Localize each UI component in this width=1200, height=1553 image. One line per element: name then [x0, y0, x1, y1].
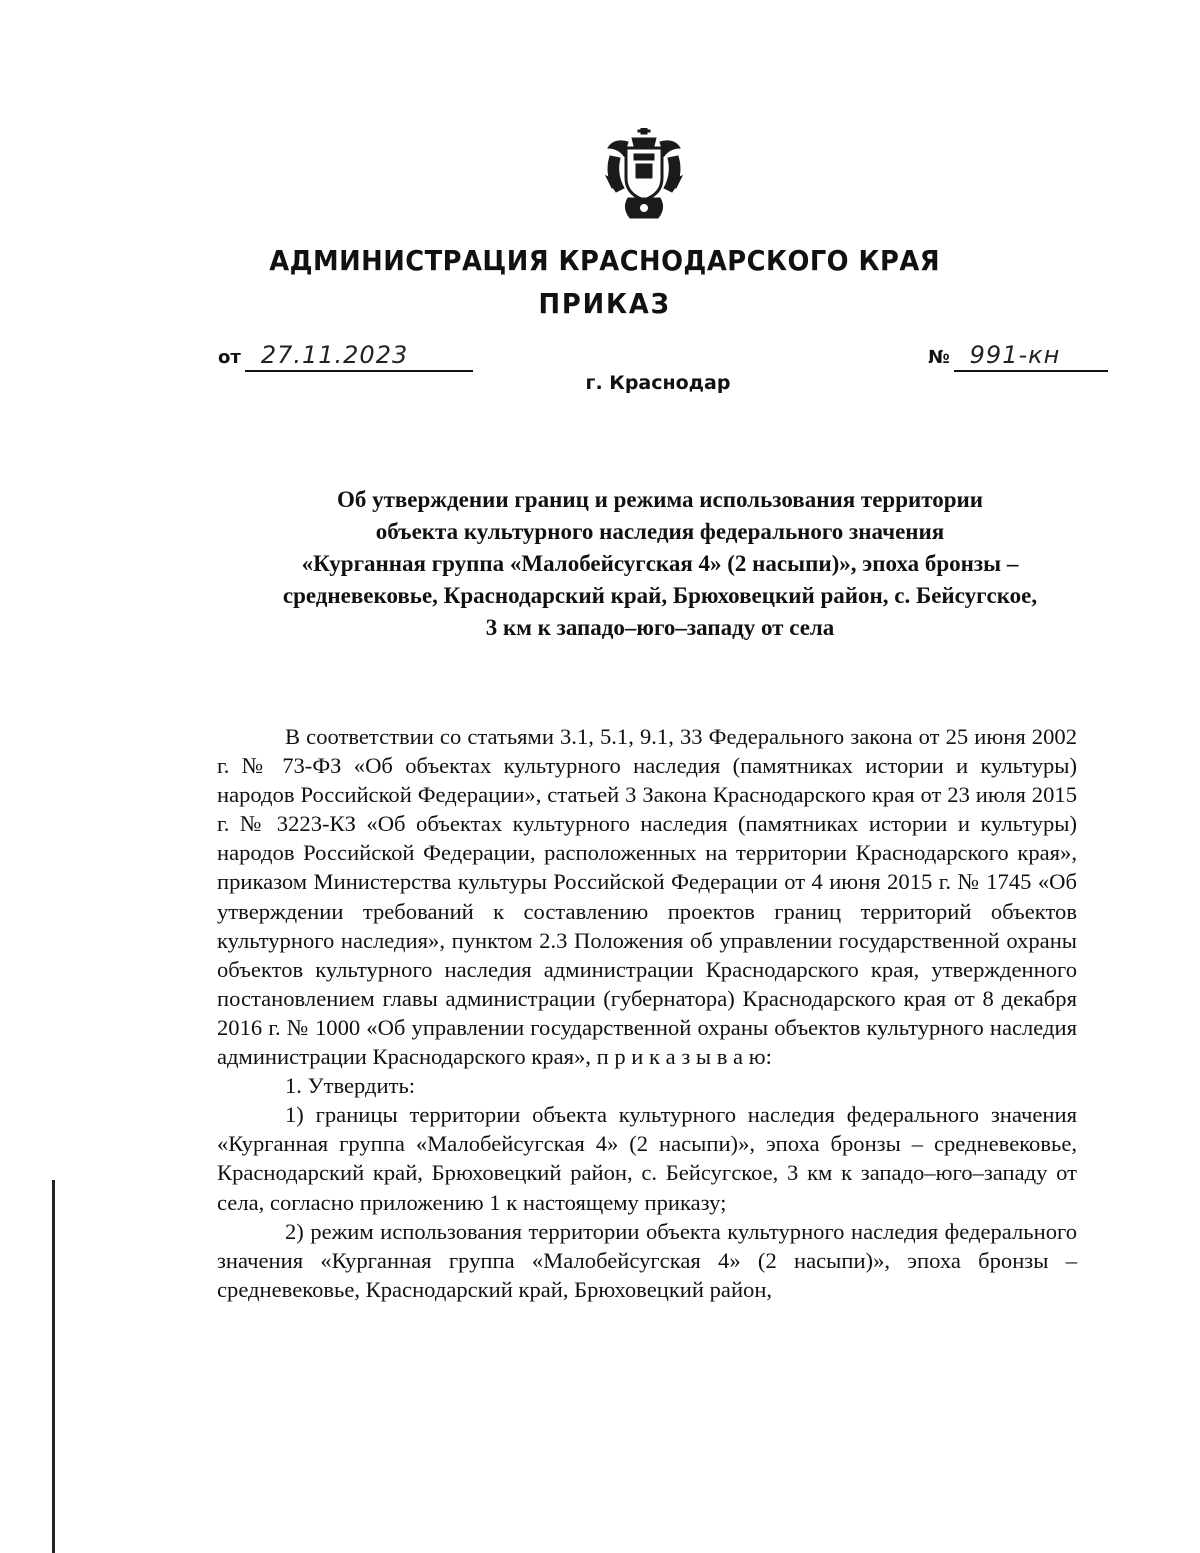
item-1: 1. Утвердить: [285, 1073, 416, 1099]
title-line: объекта культурного наследия федерального значения [375, 519, 945, 544]
city: г. Краснодар [585, 372, 731, 394]
date-prefix: от [218, 347, 241, 368]
number-value: 991-кн [954, 340, 1108, 372]
document-type: ПРИКАЗ [538, 287, 671, 320]
subitem-2: 2) режим использования территории объекта культурного наследия федерального значения «Курганная группа «Малобейсугская 4» (2 насыпи)», эпоха бронзы – средневековье, Краснодарский край, Брюховецкий район, [217, 1218, 1077, 1302]
date-value: 27.11.2023 [245, 340, 473, 372]
subitem-1: 1) границы территории объекта культурного наследия федерального значения «Курганная группа «Малобейсугская 4» (2 насыпи)», эпоха бронзы – средневековье, Краснодарский край, Брюховецкий район, с. Бейсугское, 3 км к западо–юго–западу от села, согласно приложению 1 к настоящему приказу; [217, 1102, 1077, 1215]
number-prefix: № [928, 347, 950, 368]
date-row [218, 340, 473, 374]
preamble-paragraph [217, 722, 1077, 1071]
document-title [160, 484, 1160, 644]
preamble-text: В соответствии со статьями 3.1, 5.1, 9.1, 33 Федерального закона от 25 июня 2002 г. № 73-ФЗ «Об объектах культурного наследия (памятниках истории и культуры) народов Российской Федерации», статьей 3 Закона Краснодарского края от 23 июля 2015 г. № 3223-КЗ «Об объектах культурного наследия (памятниках истории и культуры) народов Российской Федерации, расположенных на территории Краснодарского края», приказом Министерства культуры Российской Федерации от 4 июня 2015 г. № 1745 «Об утверждении требований к составлению проектов границ территорий объектов культурного наследия», пунктом 2.3 Положения об управлении государственной охраны объектов культурного наследия администрации Краснодарского края, утвержденного постановлением главы администрации (губернатора) Краснодарского края от 8 декабря 2016 г. № 1000 «Об управлении государственной охраны объектов культурного наследия администрации Краснодарского края», [217, 724, 1077, 1070]
scan-edge-line [52, 1180, 55, 1553]
title-line: 3 км к западо–юго–западу от села [485, 615, 835, 640]
title-line: средневековье, Краснодарский край, Брюховецкий район, с. Бейсугское, [282, 583, 1038, 608]
number-row [928, 340, 1108, 374]
title-line: «Курганная группа «Малобейсугская 4» (2 насыпи)», эпоха бронзы – [301, 551, 1019, 576]
title-line: Об утверждении границ и режима использования территории [336, 487, 984, 512]
document-body [217, 722, 1077, 1304]
coat-of-arms-emblem [598, 128, 690, 220]
organization-name: АДМИНИСТРАЦИЯ КРАСНОДАРСКОГО КРАЯ [269, 244, 941, 277]
order-word: п р и к а з ы в а ю: [596, 1044, 772, 1070]
